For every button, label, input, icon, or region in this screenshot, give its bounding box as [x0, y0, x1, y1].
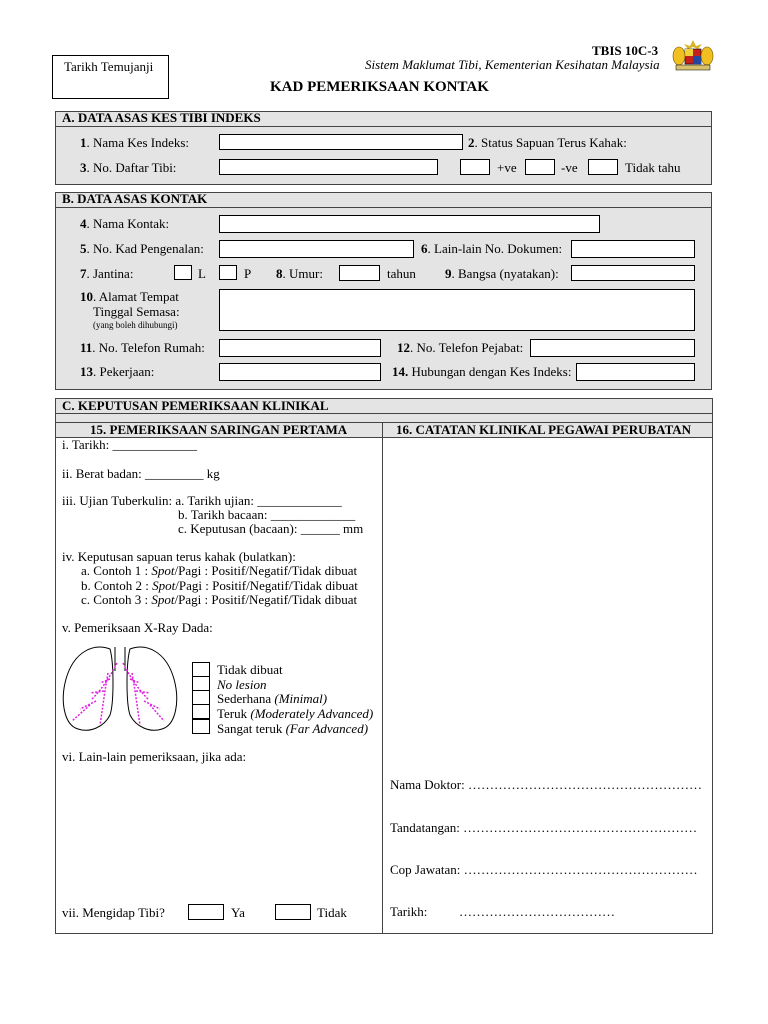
home-phone-label: 11. No. Telefon Rumah:	[80, 340, 205, 355]
race-label: 9. Bangsa (nyatakan):	[445, 266, 559, 281]
xray-moderate-checkbox[interactable]	[192, 704, 210, 719]
gender-female-label: P	[244, 266, 252, 281]
xray-moderate-label: Teruk (Moderately Advanced)	[217, 706, 374, 721]
other-document-label: 6. Lain-lain No. Dokumen:	[421, 241, 563, 256]
relationship-label: 14. Hubungan dengan Kes Indeks:	[392, 364, 572, 379]
xray-label: v. Pemeriksaan X-Ray Dada:	[62, 620, 213, 635]
office-phone-label: 12. No. Telefon Pejabat:	[397, 340, 524, 355]
coat-of-arms-icon	[670, 38, 716, 74]
clinical-date-field[interactable]: ………………………………	[459, 904, 615, 919]
sputum-positive-checkbox[interactable]	[460, 159, 490, 175]
race-input[interactable]	[571, 265, 695, 281]
has-tb-no-checkbox[interactable]	[275, 904, 311, 920]
section-c-heading: C. KEPUTUSAN PEMERIKSAAN KLINIKAL	[62, 398, 329, 413]
sputum-sample-2: b. Contoh 2 : Spot/Pagi : Positif/Negatif/Tidak dibuat	[81, 578, 358, 593]
sputum-results-label: iv. Keputusan sapuan terus kahak (bulatkan):	[62, 549, 296, 564]
age-input[interactable]	[339, 265, 380, 281]
xray-minimal-checkbox[interactable]	[192, 690, 210, 705]
section-a-heading: A. DATA ASAS KES TIBI INDEKS	[62, 110, 261, 125]
occupation-input[interactable]	[219, 363, 381, 381]
contact-name-label: 4. Nama Kontak:	[80, 216, 170, 231]
sputum-unknown-checkbox[interactable]	[588, 159, 618, 175]
home-phone-input[interactable]	[219, 339, 381, 357]
ic-number-input[interactable]	[219, 240, 414, 258]
address-label-2: Tinggal Semasa:	[93, 304, 180, 319]
body-weight: ii. Berat badan: _________ kg	[62, 466, 220, 481]
relationship-input[interactable]	[576, 363, 695, 381]
has-tb-yes-checkbox[interactable]	[188, 904, 224, 920]
address-input[interactable]	[219, 289, 695, 331]
contact-name-input[interactable]	[219, 215, 600, 233]
system-name: Sistem Maklumat Tibi, Kementerian Kesihatan Malaysia	[365, 57, 660, 72]
ic-number-label: 5. No. Kad Pengenalan:	[80, 241, 204, 256]
index-case-name-input[interactable]	[219, 134, 463, 150]
xray-not-done-label: Tidak dibuat	[217, 662, 283, 677]
sputum-negative-checkbox[interactable]	[525, 159, 555, 175]
tuberculin-result: c. Keputusan (bacaan): ______ mm	[178, 521, 364, 536]
gender-male-label: L	[198, 266, 206, 281]
xray-no-lesion-label: No lesion	[217, 677, 267, 692]
age-unit: tahun	[387, 266, 416, 281]
page-title: KAD PEMERIKSAAN KONTAK	[270, 79, 489, 95]
tb-registry-input[interactable]	[219, 159, 438, 175]
address-note: (yang boleh dihubungi)	[93, 320, 178, 330]
stamp-field[interactable]: Cop Jawatan: ………………………………………………	[390, 862, 698, 877]
tuberculin-test-date: iii. Ujian Tuberkulin: a. Tarikh ujian: _____________	[62, 493, 342, 508]
lungs-icon	[60, 643, 180, 735]
has-tb-label: vii. Mengidap Tibi?	[62, 905, 165, 920]
col15-heading: 15. PEMERIKSAAN SARINGAN PERTAMA	[90, 422, 348, 437]
sputum-positive-label: +ve	[497, 160, 517, 175]
clinical-date-label: Tarikh:	[390, 904, 428, 919]
sputum-sample-3: c. Contoh 3 : Spot/Pagi : Positif/Negatif/Tidak dibuat	[81, 592, 358, 607]
other-tests-label: vi. Lain-lain pemeriksaan, jika ada:	[62, 749, 247, 764]
sputum-unknown-label: Tidak tahu	[625, 160, 681, 175]
xray-minimal-label: Sederhana (Minimal)	[217, 691, 328, 706]
xray-not-done-checkbox[interactable]	[192, 662, 210, 677]
office-phone-input[interactable]	[530, 339, 695, 357]
gender-female-checkbox[interactable]	[219, 265, 237, 280]
tuberculin-reading-date: b. Tarikh bacaan: _____________	[178, 507, 356, 522]
gender-male-checkbox[interactable]	[174, 265, 192, 280]
signature-field[interactable]: Tandatangan: ………………………………………………	[390, 820, 698, 835]
has-tb-no-label: Tidak	[317, 905, 347, 920]
age-label: 8. Umur:	[276, 266, 323, 281]
screening-date: i. Tarikh: _____________	[62, 437, 197, 452]
col16-heading: 16. CATATAN KLINIKAL PEGAWAI PERUBATAN	[396, 422, 692, 437]
tb-registry-label: 3. No. Daftar Tibi:	[80, 160, 177, 175]
sputum-status-label: 2. Status Sapuan Terus Kahak:	[468, 135, 627, 150]
doctor-name-field[interactable]: Nama Doktor: ………………………………………………	[390, 777, 702, 792]
xray-no-lesion-checkbox[interactable]	[192, 676, 210, 691]
occupation-label: 13. Pekerjaan:	[80, 364, 155, 379]
address-label: 10. Alamat Tempat	[80, 289, 179, 304]
xray-far-advanced-checkbox[interactable]	[192, 719, 210, 734]
section-b-heading: B. DATA ASAS KONTAK	[62, 191, 208, 206]
form-code: TBIS 10C-3	[592, 43, 659, 58]
xray-far-advanced-label: Sangat teruk (Far Advanced)	[217, 721, 369, 736]
has-tb-yes-label: Ya	[231, 905, 245, 920]
index-case-name-label: 1. Nama Kes Indeks:	[80, 135, 190, 150]
appointment-date-label: Tarikh Temujanji	[64, 59, 154, 74]
sputum-negative-label: -ve	[561, 160, 578, 175]
sputum-sample-1: a. Contoh 1 : Spot/Pagi : Positif/Negatif/Tidak dibuat	[81, 563, 358, 578]
other-document-input[interactable]	[571, 240, 695, 258]
gender-label: 7. Jantina:	[80, 266, 134, 281]
